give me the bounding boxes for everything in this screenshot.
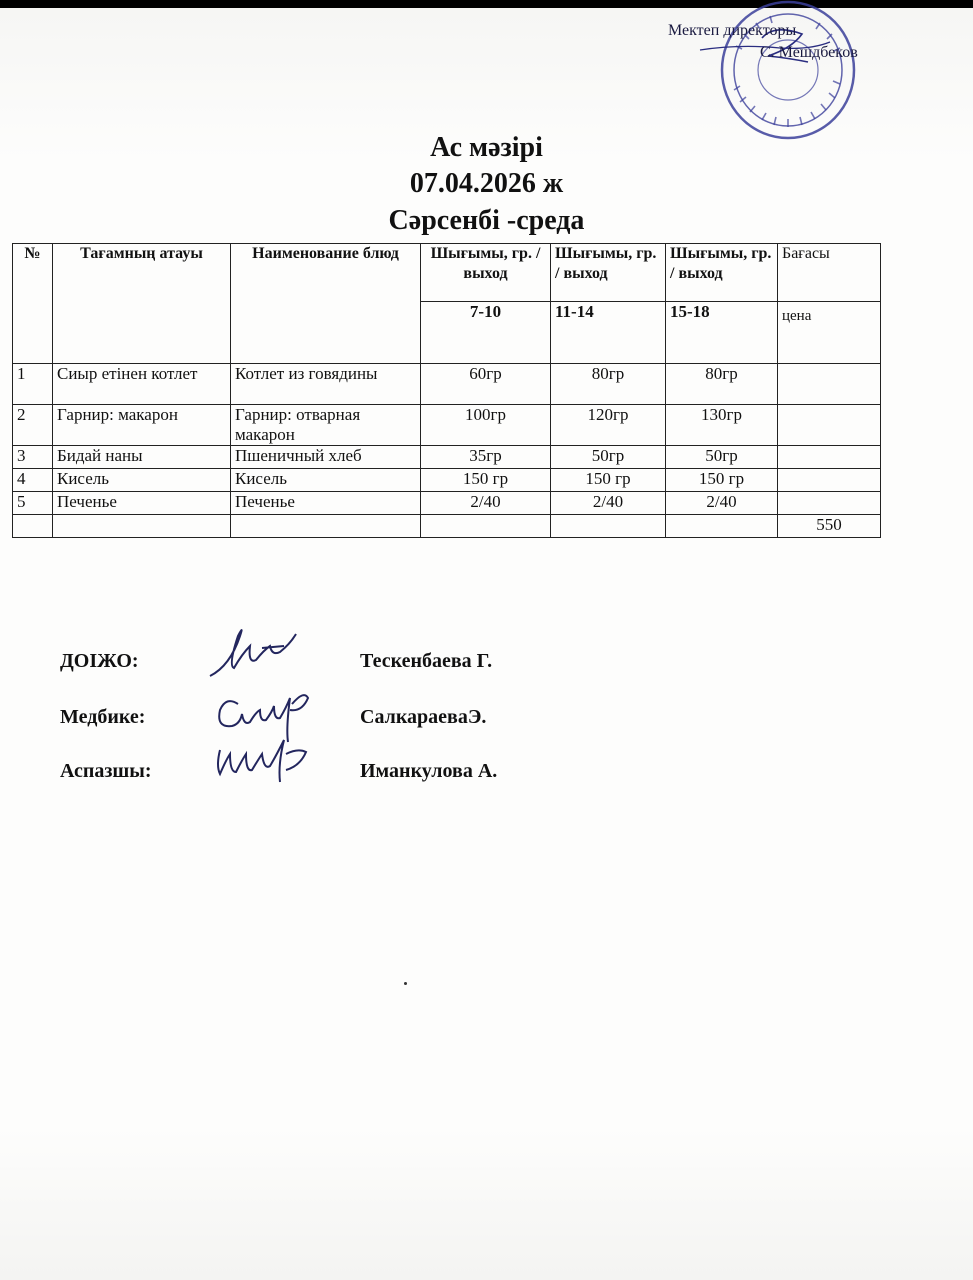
col-yield-2-header: Шығымы, гр. / выход — [551, 244, 666, 302]
table-row — [13, 492, 881, 515]
col-price-kz-header: Бағасы — [778, 244, 881, 302]
director-name: С. Мешдбеков — [760, 44, 858, 61]
row-price — [778, 405, 881, 446]
row-yield-1: 60гр — [421, 364, 551, 405]
signature-role: Аспазшы: — [60, 760, 152, 782]
row-no: 1 — [13, 364, 53, 405]
total-empty-cell — [231, 515, 421, 538]
total-price: 550 — [778, 515, 881, 538]
page-title: Ас мәзірі — [430, 132, 543, 163]
table-header-row — [13, 244, 881, 302]
row-name-ru: Кисель — [231, 469, 421, 492]
total-empty-cell — [53, 515, 231, 538]
row-yield-1: 150 гр — [421, 469, 551, 492]
age-group-3: 15-18 — [666, 302, 778, 364]
row-name-kz: Кисель — [53, 469, 231, 492]
table-row — [13, 469, 881, 492]
row-yield-3: 80гр — [666, 364, 778, 405]
row-yield-2: 120гр — [551, 405, 666, 446]
table-row — [13, 405, 881, 446]
row-no: 2 — [13, 405, 53, 446]
total-empty-cell — [421, 515, 551, 538]
signature-role: ДОІЖО: — [60, 650, 139, 672]
row-price — [778, 446, 881, 469]
row-price — [778, 492, 881, 515]
menu-table — [12, 243, 881, 538]
row-yield-3: 50гр — [666, 446, 778, 469]
age-group-2: 11-14 — [551, 302, 666, 364]
row-yield-3: 2/40 — [666, 492, 778, 515]
row-name-kz: Сиыр етінен котлет — [53, 364, 231, 405]
total-empty-cell — [666, 515, 778, 538]
age-group-1: 7-10 — [421, 302, 551, 364]
menu-date: 07.04.2026 ж — [409, 168, 564, 199]
scan-speck — [404, 982, 407, 985]
row-name-kz: Бидай наны — [53, 446, 231, 469]
row-name-kz: Гарнир: макарон — [53, 405, 231, 446]
row-no: 3 — [13, 446, 53, 469]
table-row — [13, 364, 881, 405]
row-yield-1: 100гр — [421, 405, 551, 446]
row-yield-2: 2/40 — [551, 492, 666, 515]
row-yield-2: 150 гр — [551, 469, 666, 492]
row-yield-1: 35гр — [421, 446, 551, 469]
row-no: 5 — [13, 492, 53, 515]
director-position: Мектеп директоры — [668, 22, 797, 39]
approval-block — [640, 8, 940, 148]
menu-day: Сәрсенбі -среда — [388, 205, 585, 236]
total-empty-cell — [551, 515, 666, 538]
col-yield-3-header: Шығымы, гр. / выход — [666, 244, 778, 302]
row-name-ru: Гарнир: отварная макарон — [231, 405, 421, 446]
col-name-ru-header: Наименование блюд — [231, 244, 421, 364]
signature-name: Тескенбаева Г. — [360, 650, 493, 672]
row-name-kz: Печенье — [53, 492, 231, 515]
signature-role: Медбике: — [60, 706, 146, 728]
row-name-ru: Котлет из говядины — [231, 364, 421, 405]
col-name-kz-header: Тағамның атауы — [53, 244, 231, 364]
col-no-header: № — [13, 244, 53, 364]
row-yield-1: 2/40 — [421, 492, 551, 515]
row-yield-2: 50гр — [551, 446, 666, 469]
signature-name: Иманкулова А. — [360, 760, 498, 782]
row-yield-3: 130гр — [666, 405, 778, 446]
row-name-ru: Пшеничный хлеб — [231, 446, 421, 469]
row-yield-2: 80гр — [551, 364, 666, 405]
col-yield-1-header: Шығымы, гр. / выход — [421, 244, 551, 302]
total-empty-cell — [13, 515, 53, 538]
handwritten-signature-icon — [200, 728, 340, 798]
table-total-row — [13, 515, 881, 538]
row-yield-3: 150 гр — [666, 469, 778, 492]
table-row — [13, 446, 881, 469]
col-price-ru-header: цена — [778, 302, 881, 364]
row-no: 4 — [13, 469, 53, 492]
row-name-ru: Печенье — [231, 492, 421, 515]
row-price — [778, 469, 881, 492]
row-price — [778, 364, 881, 405]
signature-name: СалкараеваЭ. — [360, 706, 487, 728]
